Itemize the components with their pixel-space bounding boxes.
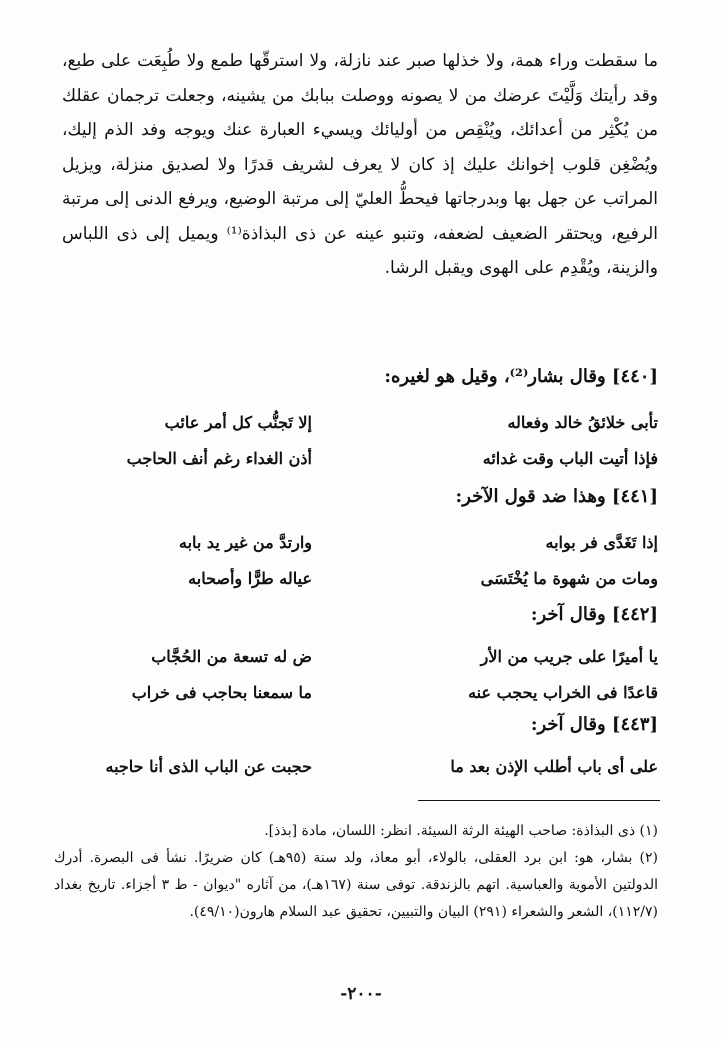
verse-line bbox=[62, 408, 658, 436]
verse-line bbox=[62, 678, 658, 706]
footnote-separator bbox=[418, 800, 660, 801]
verse-first-hemistich: يا أميرًا على جريب من الأر bbox=[480, 646, 658, 666]
verse-second-hemistich: ما سمعنا بحاجب فى خراب bbox=[131, 682, 312, 702]
verse-first-hemistich: على أى باب أطلب الإذن بعد ما bbox=[450, 756, 658, 776]
section-heading-441: [٤٤١] وهذا ضد قول الآخر: bbox=[455, 486, 658, 507]
verse-second-hemistich: حجبت عن الباب الذى أنا حاجبه bbox=[105, 756, 312, 776]
footnotes bbox=[54, 818, 658, 926]
verse-first-hemistich: ومات من شهوة ما يُخْتَسَى bbox=[480, 568, 658, 588]
prose-paragraph: ما سقطت وراء همة، ولا خذلها صبر عند نازلة، ولا استرقّها طمع ولا طُبِعَت على طبع، وقد رأيتك وَلَّيْتَ عرضك من لا يصونه ووصلت ببابك من يشينه، وجعلت ترجمان عقلك من يُكْثِر من أعدائك، ويُنْقِص من أوليائك ويسيء العبارة عنك ويوجه وفد الذم إليك، ويُضْغِن قلوب إخوانك عليك إذ كان لا يعرف لشريف قدرًا ولا لصديق منزلة، ويزيل المراتب عن جهل بها وبدرجاتها فيحطُّ العليّ إلى مرتبة الوضيع، ويرفع الدنى إلى مرتبة الرفيع، ويحتقر الضعيف لضعفه، وتنبو عينه عن ذى البذاذة⁽¹⁾ ويميل إلى ذى اللباس والزينة، ويُقْدِم على الهوى ويقبل الرشا. bbox=[62, 51, 658, 278]
verse-line bbox=[62, 642, 658, 670]
verse-line bbox=[62, 528, 658, 556]
verse-line bbox=[62, 564, 658, 592]
footnote-2: (٢) بشار، هو: ابن برد العقلى، بالولاء، أبو معاذ، ولد سنة (٩٥هـ) كان ضريرًا. نشأ فى البصرة. أدرك الدولتين الأموية والعباسية. اتهم بالزندقة. توفى سنة (١٦٧هـ)، من آثاره "ديوان - ط ٣ أجزاء. تاريخ بغداد (١١٢/٧)، الشعر والشعراء (٢٩١) البيان والتبيين، تحقيق عبد السلام هارون(٤٩/١٠). bbox=[54, 850, 659, 920]
page-number: -٢٠٠- bbox=[340, 984, 382, 1004]
verse-second-hemistich: عياله طرًّا وأصحابه bbox=[188, 568, 312, 588]
section-heading-443: [٤٤٣] وقال آخر: bbox=[530, 714, 658, 735]
verse-second-hemistich: أذن الغداء رغم أنف الحاجب bbox=[126, 448, 312, 468]
verse-first-hemistich: تأبى خلائقُ خالد وفعاله bbox=[507, 412, 658, 432]
verse-first-hemistich: قاعدًا فى الخراب يحجب عنه bbox=[468, 682, 658, 702]
verse-first-hemistich: فإذا أتيت الباب وقت غدائه bbox=[482, 448, 658, 468]
footnote-1: (١) ذى البذاذة: صاحب الهيئة الرثة السيئة. انظر: اللسان، مادة [بذذ]. bbox=[264, 823, 658, 839]
verse-line bbox=[62, 752, 658, 780]
section-heading-440: [٤٤٠] وقال بشار⁽²⁾، وقيل هو لغيره: bbox=[384, 366, 658, 387]
verse-first-hemistich: إذا تَغَدَّى فر بوابه bbox=[545, 532, 658, 552]
verse-second-hemistich: وارتدَّ من غير يد بابه bbox=[178, 532, 312, 552]
verse-second-hemistich: إلا تَجنُّب كل أمر عائب bbox=[164, 412, 312, 432]
section-heading-442: [٤٤٢] وقال آخر: bbox=[530, 604, 658, 625]
verse-second-hemistich: ض له تسعة من الحُجَّاب bbox=[151, 646, 312, 666]
verse-line bbox=[62, 444, 658, 472]
